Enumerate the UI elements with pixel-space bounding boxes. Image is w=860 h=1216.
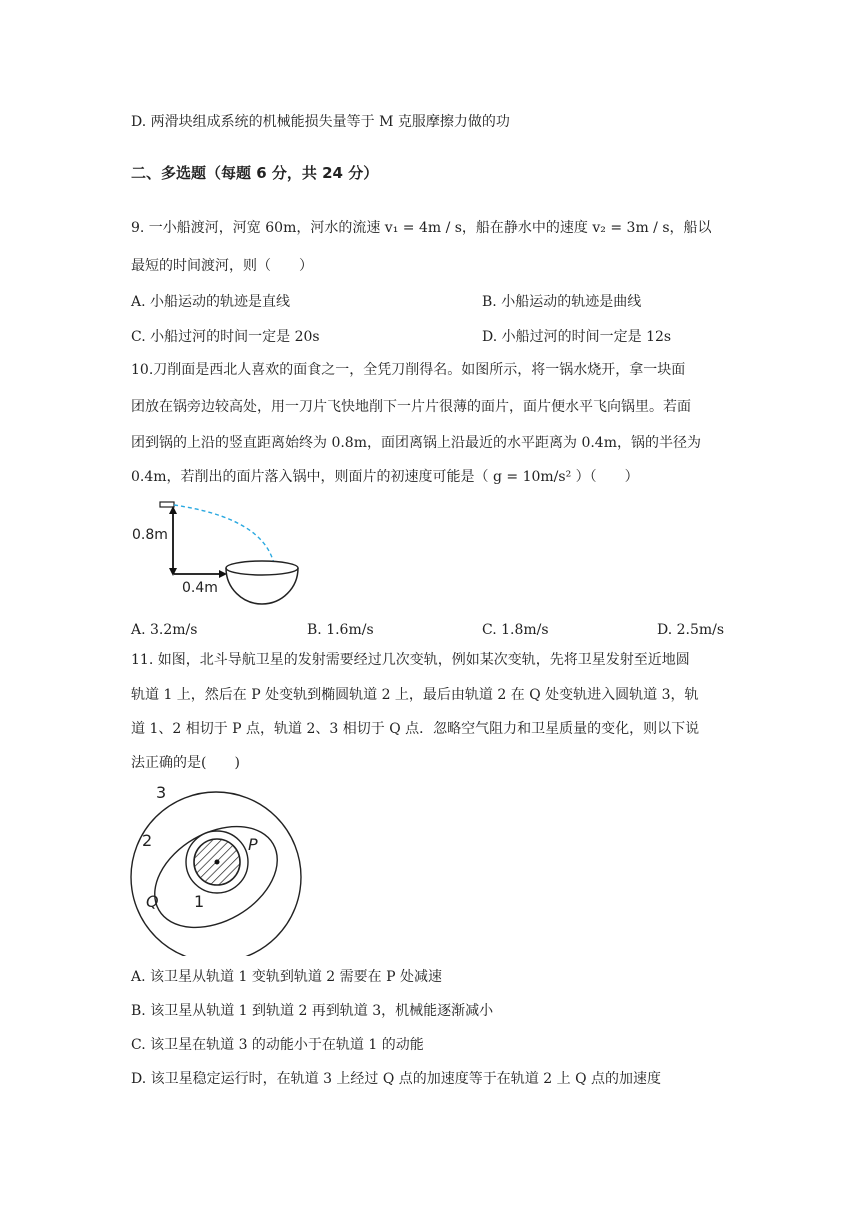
q10-option-a: A. 3.2m/s xyxy=(131,622,198,638)
vertical-distance-label: 0.8m xyxy=(132,527,168,543)
q11-stem-line2: 轨道 1 上，然后在 P 处变轨到椭圆轨道 2 上，最后由轨道 2 在 Q 处变轨进入圆轨道 3，轨 xyxy=(131,687,699,703)
q9-option-d: D. 小船过河的时间一定是 12s xyxy=(482,329,672,345)
earth-center-dot xyxy=(215,860,220,865)
q10-stem-line2: 团放在锅旁边较高处，用一刀片飞快地削下一片片很薄的面片，面片便水平飞向锅里。若面 xyxy=(131,399,691,415)
q11-option-c: C. 该卫星在轨道 3 的动能小于在轨道 1 的动能 xyxy=(131,1037,424,1053)
prev-question-option-d: D. 两滑块组成系统的机械能损失量等于 M 克服摩擦力做的功 xyxy=(131,114,510,130)
q10-option-c: C. 1.8m/s xyxy=(482,622,549,638)
orbit-label-1: 1 xyxy=(194,892,205,911)
point-label-q: Q xyxy=(146,892,159,911)
q10-option-b: B. 1.6m/s xyxy=(307,622,374,638)
q11-stem-line1: 11. 如图，北斗导航卫星的发射需要经过几次变轨，例如某次变轨，先将卫星发射至近地圆 xyxy=(131,652,690,668)
q11-option-d: D. 该卫星稳定运行时，在轨道 3 上经过 Q 点的加速度等于在轨道 2 上 Q 点的加速度 xyxy=(131,1071,661,1087)
horizontal-distance-label: 0.4m xyxy=(182,580,218,596)
q10-stem-line3: 团到锅的上沿的竖直距离始终为 0.8m，面团离锅上沿最近的水平距离为 0.4m，锅的半径为 xyxy=(131,435,701,451)
q10-option-d: D. 2.5m/s xyxy=(657,622,725,638)
satellite-orbit-diagram xyxy=(128,780,308,956)
q10-stem-line1: 10.刀削面是西北人喜欢的面食之一，全凭刀削得名。如图所示，将一锅水烧开，拿一块面 xyxy=(131,362,686,378)
q9-option-b: B. 小船运动的轨迹是曲线 xyxy=(482,294,642,310)
q9-stem-line2: 最短的时间渡河，则（ ） xyxy=(131,258,313,274)
dough-block xyxy=(160,502,174,507)
q9-option-a: A. 小船运动的轨迹是直线 xyxy=(131,294,291,310)
q11-option-b: B. 该卫星从轨道 1 到轨道 2 再到轨道 3，机械能逐渐减小 xyxy=(131,1003,494,1019)
orbit-label-3: 3 xyxy=(156,783,167,802)
q11-option-a: A. 该卫星从轨道 1 变轨到轨道 2 需要在 P 处减速 xyxy=(131,969,442,985)
pot-rim xyxy=(226,561,298,575)
trajectory-dashed xyxy=(174,505,274,564)
q9-option-c: C. 小船过河的时间一定是 20s xyxy=(131,329,320,345)
point-label-p: P xyxy=(248,835,258,854)
noodle-pot-diagram xyxy=(128,496,308,608)
q11-stem-line3: 道 1、2 相切于 P 点，轨道 2、3 相切于 Q 点．忽略空气阻力和卫星质量的变化，则以下说 xyxy=(131,721,700,737)
q10-stem-line4: 0.4m，若削出的面片落入锅中，则面片的初速度可能是（ g = 10m/s² ）（ ） xyxy=(131,469,639,485)
section-heading: 二、多选题（每题 6 分，共 24 分） xyxy=(131,164,379,182)
q11-stem-line4: 法正确的是( ) xyxy=(131,755,240,771)
orbit-label-2: 2 xyxy=(142,831,153,850)
q9-stem-line1: 9. 一小船渡河，河宽 60m，河水的流速 v₁ = 4m / s，船在静水中的速度 v₂ = 3m / s，船以 xyxy=(131,220,712,236)
